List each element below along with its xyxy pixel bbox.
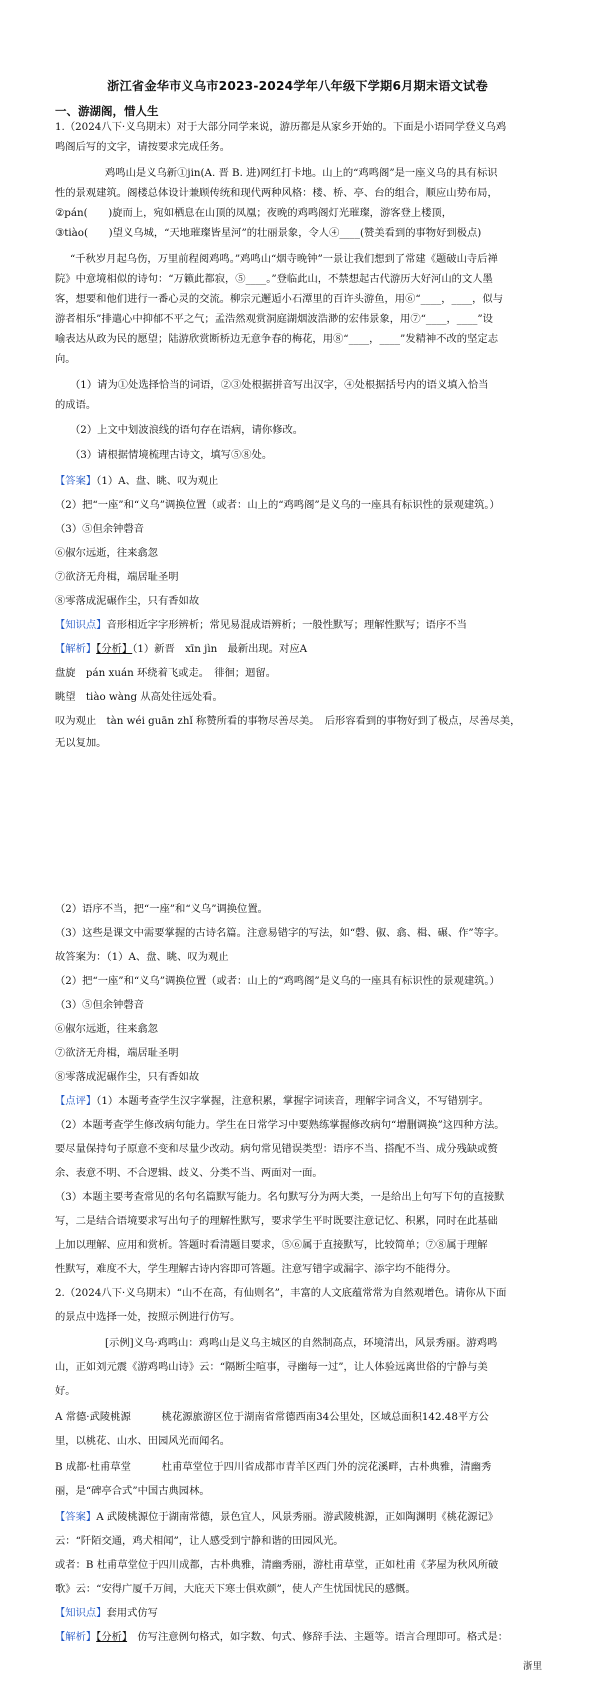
text-line: 盘旋 pán xuán 环绕着飞或走。 徘徊；迴留。 — [55, 667, 277, 679]
text-line: “千秋岁月起乌伤，万里前程阅鸡鸣。”鸡鸣山“烟寺晚钟”一景让我们想到了常建《题破山寺后禅 — [70, 253, 498, 265]
text-line: 写，二是结合语境要求写出句子的理解性默写，要求学生平时既要注意记忆、积累，同时在此基础 — [55, 1215, 498, 1227]
text-line: 【知识点】套用式仿写 — [55, 1607, 158, 1619]
text-line: 1.（2024八下·义乌期末）对于大部分同学来说，游历都是从家乡开始的。下面是小语同学登义乌鸡 — [55, 121, 507, 133]
text-line: B 成都·杜甫草堂 杜甫草堂位于四川省成都市青羊区西门外的浣花溪畔，古朴典雅，清幽秀 — [55, 1461, 492, 1473]
text-line: 性默写，难度不大，学生理解古诗内容即可答题。注意写错字或漏字、添字均不能得分。 — [55, 1263, 457, 1275]
text-line: 【答案】A 武陵桃源位于湖南常德，景色宜人，风景秀丽。游武陵桃源，正如陶渊明《桃花源记》 — [55, 1511, 499, 1523]
tag-label: 【点评】 — [55, 1095, 97, 1107]
text-line: 或者：B 杜甫草堂位于四川成都，古朴典雅，清幽秀丽，游杜甫草堂，正如杜甫《茅屋为秋风所破 — [55, 1559, 499, 1571]
text-line: 歌》云：“安得广厦千万间，大庇天下寒士俱欢颜”，使人产生忧国忧民的感慨。 — [55, 1583, 416, 1595]
text-line: 向。 — [55, 353, 76, 365]
text-line: 山，正如刘元震《游鸡鸣山诗》云：“隔断尘喧事，寻幽每一过”，让人体验远离世俗的宁静与美 — [55, 1361, 488, 1373]
analysis-label: 【分析】 — [96, 643, 133, 655]
text-line: （2）把“一座”和“义乌”调换位置（或者：山上的“鸡鸣阁”是义乌的一座具有标识性的景观建筑。） — [55, 499, 500, 511]
tag-label: 【解析】 — [55, 1631, 97, 1643]
tag-label: 【答案】 — [55, 1511, 97, 1523]
tag-label: 【知识点】 — [55, 1607, 107, 1619]
text-line: 【解析】【分析】（1）新晋 xīn jìn 最新出现。对应A — [55, 643, 308, 655]
text-line: （2）语序不当，把“一座”和“义乌”调换位置。 — [55, 903, 268, 915]
text-line: 客，想要和他们进行一番心灵的交流。柳宗元邂逅小石潭里的百许头游鱼，用⑥“____，____，似与 — [55, 293, 504, 305]
text-line: ⑦欲济无舟楫，端居耻圣明 — [55, 571, 179, 583]
text-line: ⑥俶尔远逝，往来翕忽 — [55, 1023, 158, 1035]
text-line: 2.（2024八下·义乌期末）“山不在高，有仙则名”，丰富的人文底蕴常常为自然观增色。请你从下面 — [55, 1287, 507, 1299]
text-line: 【答案】（1）A、盘、眺、叹为观止 — [55, 475, 219, 487]
text-line: 的景点中选择一处，按照示例进行仿写。 — [55, 1311, 241, 1323]
text-line: 余、表意不明、不合逻辑、歧义、分类不当、两面对一面。 — [55, 1167, 323, 1179]
tag-label: 【解析】 — [55, 643, 97, 655]
text-line: 好。 — [55, 1385, 76, 1397]
text-line: 的成语。 — [55, 399, 97, 411]
text-line: （2）本题考查学生修改病句能力。学生在日常学习中要熟练掌握修改病句“增删调换”这四种方法。 — [55, 1119, 505, 1131]
text-line: （1）请为①处选择恰当的词语，②③处根据拼音写出汉字，④处根据括号内的语义填入恰当 — [70, 379, 489, 391]
tag-label: 【知识点】 — [55, 619, 107, 631]
text-line: 游者相乐”排遣心中抑郁不平之气；孟浩然观赏洞庭湖烟波浩渺的宏伟景象，用⑦“____，____”设 — [55, 313, 493, 325]
text-line: 院》中意境相似的诗句：“万籁此都寂，⑤____。”登临此山，不禁想起古代游历大好河山的文人墨 — [55, 273, 493, 285]
tag-label: 【答案】 — [55, 475, 97, 487]
text-line: （2）把“一座”和“义乌”调换位置（或者：山上的“鸡鸣阁”是义乌的一座具有标识性的景观建筑。） — [55, 975, 500, 987]
text-line: （3）本题主要考查常见的名句名篇默写能力。名句默写分为两大类，一是给出上句写下句的直接默 — [55, 1191, 505, 1203]
text-line: 里，以桃花、山水、田园风光而闻名。 — [55, 1435, 231, 1447]
text-line: 鸣阁后写的文字，请按要求完成任务。 — [55, 141, 231, 153]
text-line: ⑧零落成泥碾作尘，只有香如故 — [55, 595, 200, 607]
text-line: 云：“阡陌交通，鸡犬相闻”，让人感受到宁静和谐的田园风光。 — [55, 1535, 344, 1547]
text-line: 鸡鸣山是义乌新①jin(A. 晋 B. 进)网红打卡地。山上的“鸡鸣阁”是一座义乌的具有标识 — [105, 167, 498, 179]
text-line: [示例]义乌·鸡鸣山：鸡鸣山是义乌主城区的自然制高点，环境清出，风景秀丽。游鸡鸣 — [105, 1337, 498, 1349]
text-line: 叹为观止 tàn wéi guān zhǐ 称赞所看的事物尽善尽美。 后形容看到的事物好到了极点，尽善尽美， — [55, 715, 521, 727]
text-line: （3）⑤但余钟磬音 — [55, 999, 144, 1011]
text-line: 【解析】【分析】 仿写注意例句格式，如字数、句式、修辞手法、主题等。语言合理即可。格式是： — [55, 1631, 509, 1643]
text-line: ②pán( )旋而上，宛如栖息在山顶的凤凰；夜晚的鸡鸣阁灯光璀璨，游客登上楼顶， — [55, 207, 453, 219]
text-line: （2）上文中划波浪线的语句存在语病，请你修改。 — [70, 424, 304, 436]
document-title: 浙江省金华市义乌市2023-2024学年八年级下学期6月期末语文试卷 — [107, 79, 488, 93]
text-line: 丽，是“碑亭合式”中国古典园林。 — [55, 1485, 210, 1497]
text-line: （3）⑤但余钟磬音 — [55, 523, 144, 535]
section-heading: 一、游湖阁，惜人生 — [55, 104, 159, 118]
text-line: 故答案为：（1）A、盘、眺、叹为观止 — [55, 951, 229, 963]
text-line: 性的景观建筑。阁楼总体设计兼顾传统和现代两种风格：楼、桥、亭、台的组合，顺应山势布局， — [55, 187, 498, 199]
text-line: （3）这些是课文中需要掌握的古诗名篇。注意易错字的写法，如“磬、俶、翕、楫、碾、作”等字。 — [55, 927, 505, 939]
text-line: 要尽量保持句子原意不变和尽量少改动。病句常见错误类型：语序不当、搭配不当、成分残缺或赘 — [55, 1143, 498, 1155]
text-line: 【知识点】音形相近字字形辨析；常见易混成语辨析；一般性默写；理解性默写；语序不当 — [55, 619, 467, 631]
footer-text: 浙里 — [522, 1661, 542, 1672]
text-line: 眺望 tiào wàng 从高处往远处看。 — [55, 691, 223, 703]
text-line: 上加以理解、应用和赏析。答题时看清题目要求，⑤⑥属于直接默写，比较简单；⑦⑧属于理解 — [55, 1239, 488, 1251]
text-line: 无以复加。 — [55, 737, 107, 749]
text-line: A 常德·武陵桃源 桃花源旅游区位于湖南省常德西南34公里处，区域总面积142.48平方公 — [55, 1411, 489, 1423]
text-line: ⑥俶尔远逝，往来翕忽 — [55, 547, 158, 559]
analysis-label: 【分析】 — [96, 1631, 128, 1643]
text-line: ⑧零落成泥碾作尘，只有香如故 — [55, 1071, 200, 1083]
text-line: （3）请根据情境梳理古诗文，填写⑤⑧处。 — [70, 449, 273, 461]
text-line: 【点评】（1）本题考查学生汉字掌握，注意积累，掌握字词读音，理解字词含义，不写错别字。 — [55, 1095, 489, 1107]
text-line: ⑦欲济无舟楫，端居耻圣明 — [55, 1047, 179, 1059]
text-line: ③tiào( )望义乌城，“天地璀璨皆星河”的壮丽景象，令人④____(赞美看到的事物好到极点) — [55, 227, 482, 239]
text-line: 喻表达从政为民的愿望；陆游欣赏断桥边无意争春的梅花，用⑧“____，____”发精神不改的坚定志 — [55, 333, 498, 345]
